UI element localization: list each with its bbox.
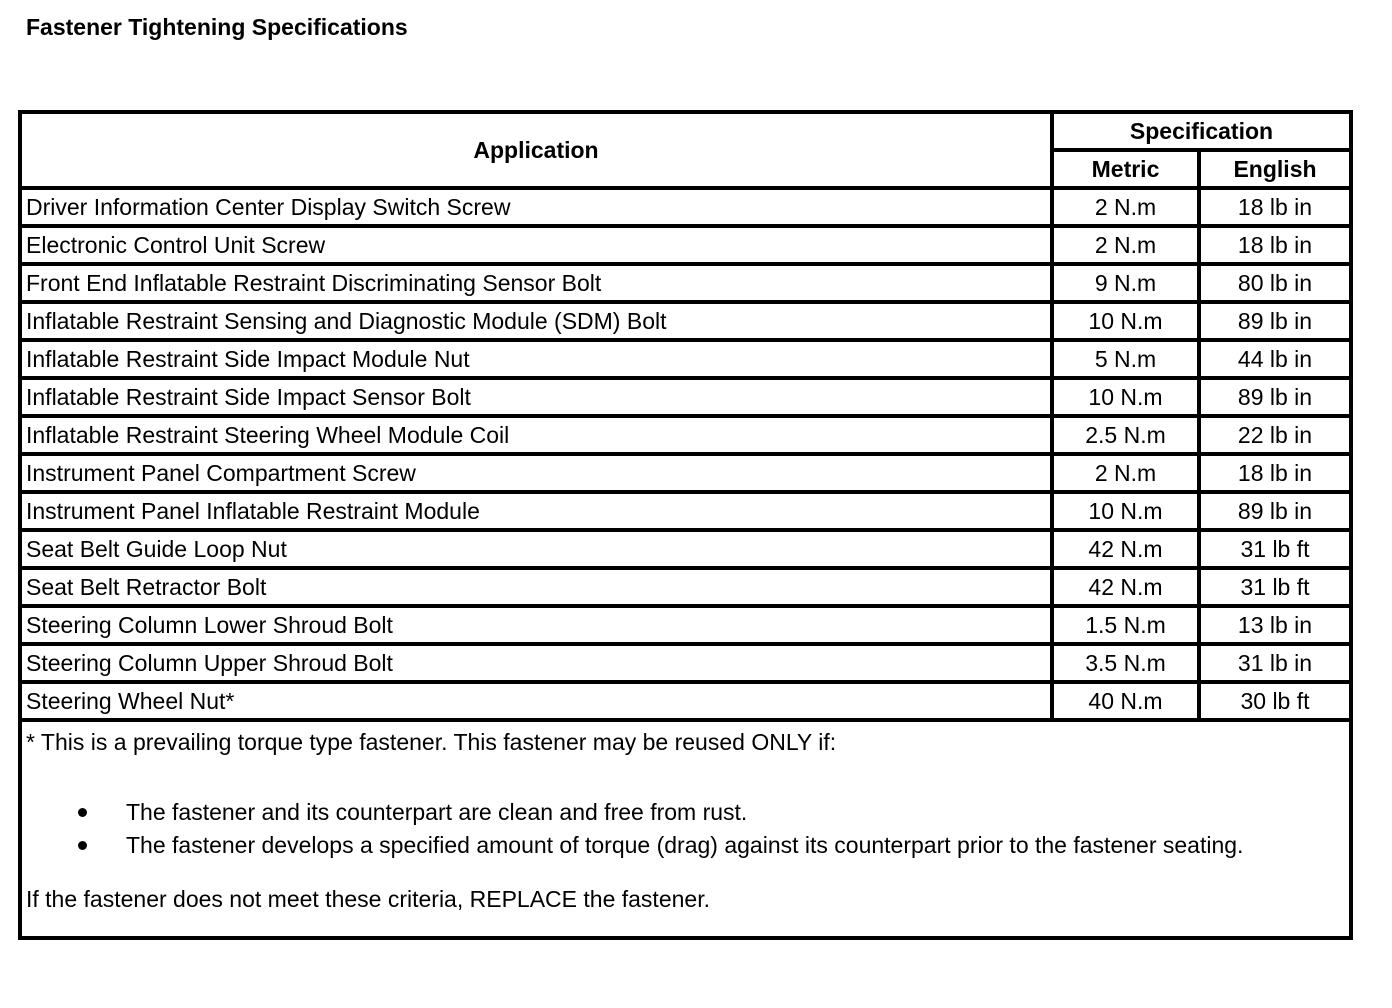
note-bullet-text: The fastener develops a specified amount of torque (drag) against its counterpart prior to the fastener seating. [126,832,1244,858]
header-specification: Specification [1052,112,1351,150]
application-cell: Steering Column Lower Shroud Bolt [20,606,1052,644]
application-cell: Instrument Panel Compartment Screw [20,454,1052,492]
table-body [20,188,1351,720]
application-cell: Seat Belt Guide Loop Nut [20,530,1052,568]
metric-cell: 2.5 N.m [1052,416,1199,454]
note-closing: If the fastener does not meet these criteria, REPLACE the fastener. [26,886,710,912]
english-cell: 18 lb in [1199,188,1351,226]
table-row [20,530,1351,568]
metric-cell: 2 N.m [1052,226,1199,264]
table-header-row [20,112,1351,150]
application-cell: Inflatable Restraint Steering Wheel Module Coil [20,416,1052,454]
metric-cell: 9 N.m [1052,264,1199,302]
note-intro: * This is a prevailing torque type fastener. This fastener may be reused ONLY if: [26,729,837,755]
table-row [20,568,1351,606]
english-cell: 18 lb in [1199,454,1351,492]
metric-cell: 10 N.m [1052,492,1199,530]
english-cell: 18 lb in [1199,226,1351,264]
english-cell: 31 lb in [1199,644,1351,682]
metric-cell: 2 N.m [1052,188,1199,226]
application-cell: Steering Column Upper Shroud Bolt [20,644,1052,682]
note-cell [20,720,1351,938]
application-cell: Electronic Control Unit Screw [20,226,1052,264]
table-row [20,606,1351,644]
note-bullet-item [26,831,1345,864]
metric-cell: 5 N.m [1052,340,1199,378]
table-row [20,492,1351,530]
note-bullet-list [26,798,1345,864]
english-cell: 89 lb in [1199,378,1351,416]
header-english: English [1199,150,1351,188]
note-row [20,720,1351,938]
application-cell: Inflatable Restraint Side Impact Sensor Bolt [20,378,1052,416]
application-cell: Steering Wheel Nut* [20,682,1052,720]
application-cell: Instrument Panel Inflatable Restraint Module [20,492,1052,530]
table-row [20,682,1351,720]
application-cell: Driver Information Center Display Switch Screw [20,188,1052,226]
english-cell: 89 lb in [1199,492,1351,530]
table-row [20,302,1351,340]
metric-cell: 1.5 N.m [1052,606,1199,644]
table-row [20,188,1351,226]
metric-cell: 10 N.m [1052,378,1199,416]
english-cell: 30 lb ft [1199,682,1351,720]
table-row [20,644,1351,682]
english-cell: 31 lb ft [1199,530,1351,568]
table-row [20,416,1351,454]
table-row [20,340,1351,378]
application-cell: Inflatable Restraint Sensing and Diagnostic Module (SDM) Bolt [20,302,1052,340]
header-metric: Metric [1052,150,1199,188]
application-cell: Front End Inflatable Restraint Discriminating Sensor Bolt [20,264,1052,302]
note-bullet-item [26,798,1345,831]
english-cell: 80 lb in [1199,264,1351,302]
bullet-icon [78,808,87,817]
metric-cell: 42 N.m [1052,568,1199,606]
table-row [20,264,1351,302]
table-row [20,226,1351,264]
metric-cell: 40 N.m [1052,682,1199,720]
fastener-spec-table [18,110,1353,940]
metric-cell: 3.5 N.m [1052,644,1199,682]
page-title: Fastener Tightening Specifications [26,14,408,40]
metric-cell: 42 N.m [1052,530,1199,568]
english-cell: 31 lb ft [1199,568,1351,606]
metric-cell: 10 N.m [1052,302,1199,340]
table-row [20,378,1351,416]
english-cell: 22 lb in [1199,416,1351,454]
table-row [20,454,1351,492]
application-cell: Seat Belt Retractor Bolt [20,568,1052,606]
english-cell: 44 lb in [1199,340,1351,378]
english-cell: 89 lb in [1199,302,1351,340]
metric-cell: 2 N.m [1052,454,1199,492]
bullet-icon [78,841,87,850]
application-cell: Inflatable Restraint Side Impact Module Nut [20,340,1052,378]
header-application: Application [20,112,1052,188]
english-cell: 13 lb in [1199,606,1351,644]
note-bullet-text: The fastener and its counterpart are clean and free from rust. [126,799,748,825]
